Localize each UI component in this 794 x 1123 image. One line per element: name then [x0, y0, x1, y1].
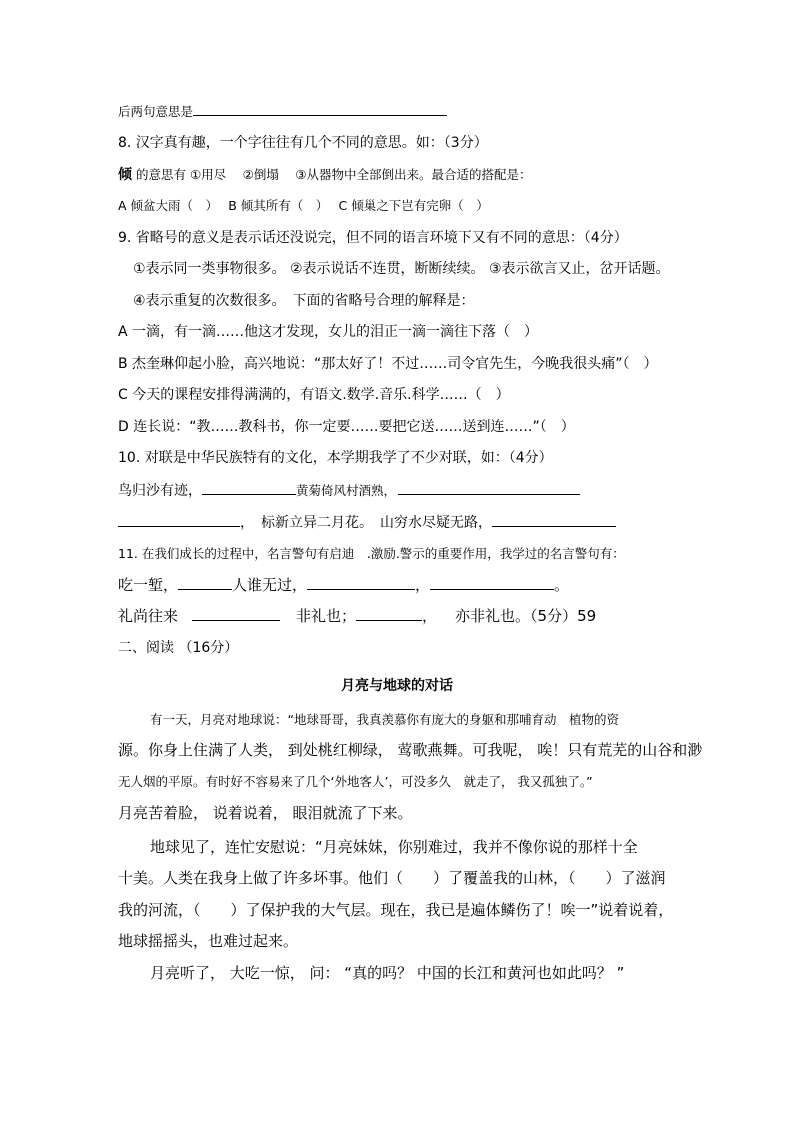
q11-line1-b: 人谁无过， [232, 576, 308, 594]
passage-p2-line3: 我的河流，（ ）了保护我的大气层。现在，我已是遍体鳞伤了！唉一”说着说着， [118, 901, 674, 919]
q11-line2-a: 礼尚往来 [118, 607, 179, 625]
q7-answer-line [118, 101, 447, 122]
passage-p1-line4: 月亮苦着脸， 说着说着， 眼泪就流了下来。 [118, 804, 413, 822]
q11-line2 [118, 606, 596, 626]
q9-meaning-line2: ④表示重复的次数很多。 下面的省略号合理的解释是： [133, 293, 475, 309]
q11-stem: 11. 在我们成长的过程中，名言警句有启迪 .激励.警示的重要作用，我学过的名言警句有： [118, 546, 625, 561]
passage-p2-line4: 地球摇摇头，也难过起来。 [118, 932, 299, 950]
q11-line2-d: 亦非礼也。（5分）59 [455, 607, 597, 625]
answer-blank[interactable] [118, 512, 240, 527]
passage-p1-line2: 源。你身上住满了人类， 到处桃红柳绿， 莺歌燕舞。可我呢， 唉！只有荒芜的山谷和渺 [118, 741, 703, 759]
q9-option-a: A 一滴，有一滴……他这才发现，女儿的泪正一滴一滴往下落（ ） [118, 324, 539, 340]
answer-blank[interactable] [356, 606, 422, 621]
q11-line2-c: ， [422, 607, 438, 625]
answer-blank[interactable] [192, 606, 280, 621]
q11-line2-b: 非礼也； [296, 607, 357, 625]
section2-heading: 二、阅读 （16分） [118, 640, 239, 656]
passage-p2-line1: 地球见了，连忙安慰说：“月亮妹妹，你别难过，我并不像你说的那样十全 [150, 838, 638, 856]
answer-blank[interactable] [193, 101, 447, 116]
q10-line2 [118, 512, 616, 533]
q9-option-c: C 今天的课程安排得满满的，有语文.数学.音乐.科学……（ ） [118, 387, 510, 403]
passage-p3-line1: 月亮听了， 大吃一惊， 问： “真的吗？ 中国的长江和黄河也如此吗？ ” [150, 964, 625, 982]
passage-p2-line2: 十美。人类在我身上做了许多坏事。他们（ ）了覆盖我的山林，（ ）了滋润 [118, 869, 666, 887]
q8-meanings: 的意思有 ①用尽 ②倒塌 ③从器物中全部倒出来。最合适的搭配是： [132, 167, 532, 182]
q11-line1-a: 吃一堑， [118, 576, 179, 594]
q9-meaning-line1: ①表示同一类事物很多。 ②表示说话不连贯，断断续续。 ③表示欲言又止，岔开话题。 [133, 261, 670, 277]
q10-stem: 10. 对联是中华民族特有的文化，本学期我学了不少对联，如：（4分） [118, 450, 553, 466]
q8-stem: 8. 汉字真有趣，一个字往往有几个不同的意思。如：（3分） [118, 135, 488, 151]
q8-options: A 倾盆大雨（ ） B 倾其所有（ ） C 倾巢之下岂有完卵（ ） [118, 198, 489, 213]
q10-line1-b: 黄菊倚风村酒熟， [296, 483, 397, 498]
q11-line1 [118, 575, 569, 595]
q7-tail-label: 后两句意思是 [118, 104, 194, 119]
q9-stem: 9. 省略号的意义是表示话还没说完，但不同的语言环境下又有不同的意思：（4分） [118, 230, 628, 246]
q10-line2-a: ， 标新立异二月花。 山穷水尽疑无路， [240, 515, 492, 531]
q8-meanings-line [118, 165, 532, 185]
passage-p1-line3: 无人烟的平原。有时好不容易来了几个‘外地客人’，可没多久 就走了， 我又孤独了。” [118, 774, 593, 789]
q10-line1-a: 鸟归沙有迹， [118, 483, 202, 499]
q9-option-d: D 连长说：“教……教科书，你一定要……要把它送……送到连……”（ ） [118, 419, 575, 435]
passage-p1-line1: 有一天，月亮对地球说：“地球哥哥，我真羡慕你有庞大的身躯和那哺育动 植物的资 [150, 712, 619, 727]
answer-blank[interactable] [202, 480, 296, 495]
q10-line1 [118, 480, 580, 501]
q11-line1-d: 。 [554, 576, 570, 594]
answer-blank[interactable] [398, 480, 580, 495]
answer-blank[interactable] [307, 575, 415, 590]
q9-option-b: B 杰奎琳仰起小脸，高兴地说：“那太好了！不过……司令官先生，今晚我很头痛”（ ） [118, 356, 658, 372]
q8-char: 倾 [118, 167, 132, 183]
answer-blank[interactable] [430, 575, 554, 590]
answer-blank[interactable] [492, 512, 616, 527]
q11-line1-c: ， [415, 576, 431, 594]
passage-title: 月亮与地球的对话 [341, 678, 453, 694]
answer-blank[interactable] [178, 575, 232, 590]
